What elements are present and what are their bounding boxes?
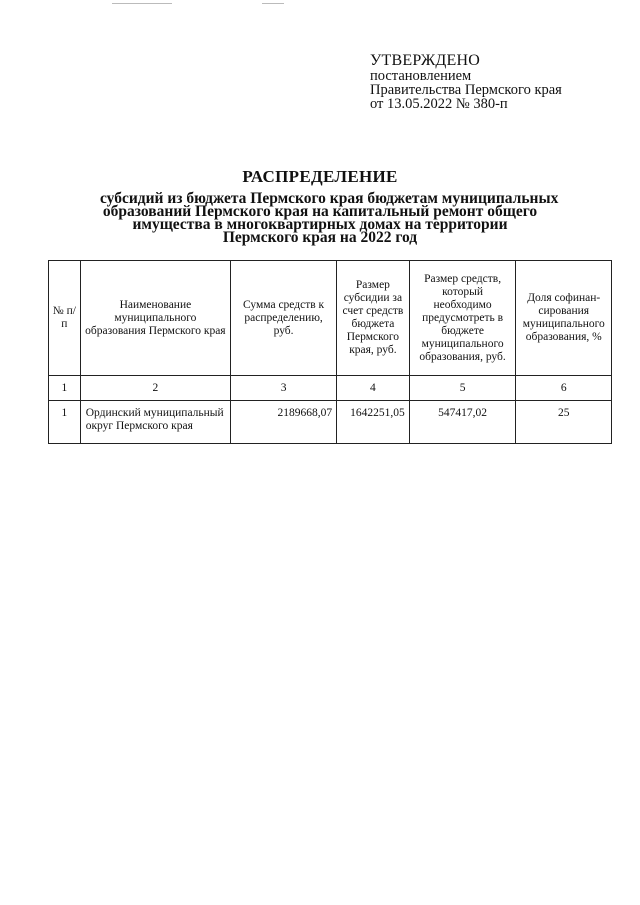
column-number: 3 [231,376,337,401]
row-municipal-amount: 547417,02 [409,401,516,444]
document-subtitle [100,190,559,246]
header-cell-total: Сумма средств к распределению, руб. [231,261,337,376]
subtitle-line: образований Пермского края на капитальный ремонт общего [102,203,538,220]
subtitle-line: Пермского края на 2022 год [222,229,418,246]
distribution-table [48,260,612,444]
column-number: 6 [516,376,612,401]
row-total-amount: 2189668,07 [231,401,337,444]
approval-date-line: от 13.05.2022 № 380-п [370,96,508,112]
column-number: 1 [49,376,81,401]
column-number: 4 [337,376,410,401]
approval-heading: УТВЕРЖДЕНО [370,52,481,69]
header-cell-cofinancing-share: Доля софинан-сирования муниципального образования, % [516,261,612,376]
column-number: 2 [80,376,230,401]
table-header-row [49,261,612,376]
column-number-row [49,376,612,401]
row-cofinancing-share: 25 [516,401,612,444]
scan-artifact [112,3,172,4]
approval-stamp [370,52,630,111]
header-cell-municipality: Наименование муниципального образования Пермского края [80,261,230,376]
header-cell-number: № п/п [49,261,81,376]
subtitle-line: субсидий из бюджета Пермского края бюджетам муниципальных [100,190,559,207]
approval-line: Правительства Пермского края [370,82,562,98]
header-cell-municipal-funds: Размер средств, который необходимо предусмотреть в бюджете муниципального образования, руб. [409,261,516,376]
column-number: 5 [409,376,516,401]
row-number: 1 [49,401,81,444]
subtitle-line: имущества в многоквартирных домах на территории [132,216,508,233]
header-cell-subsidy: Размер субсидии за счет средств бюджета Пермского края, руб. [337,261,410,376]
row-municipality-name: Ординский муниципальный округ Пермского края [80,401,230,444]
row-subsidy-amount: 1642251,05 [337,401,410,444]
approval-line: постановлением [370,68,472,84]
scan-artifact [262,3,284,4]
table-row [49,401,612,444]
document-title: РАСПРЕДЕЛЕНИЕ [242,167,398,186]
